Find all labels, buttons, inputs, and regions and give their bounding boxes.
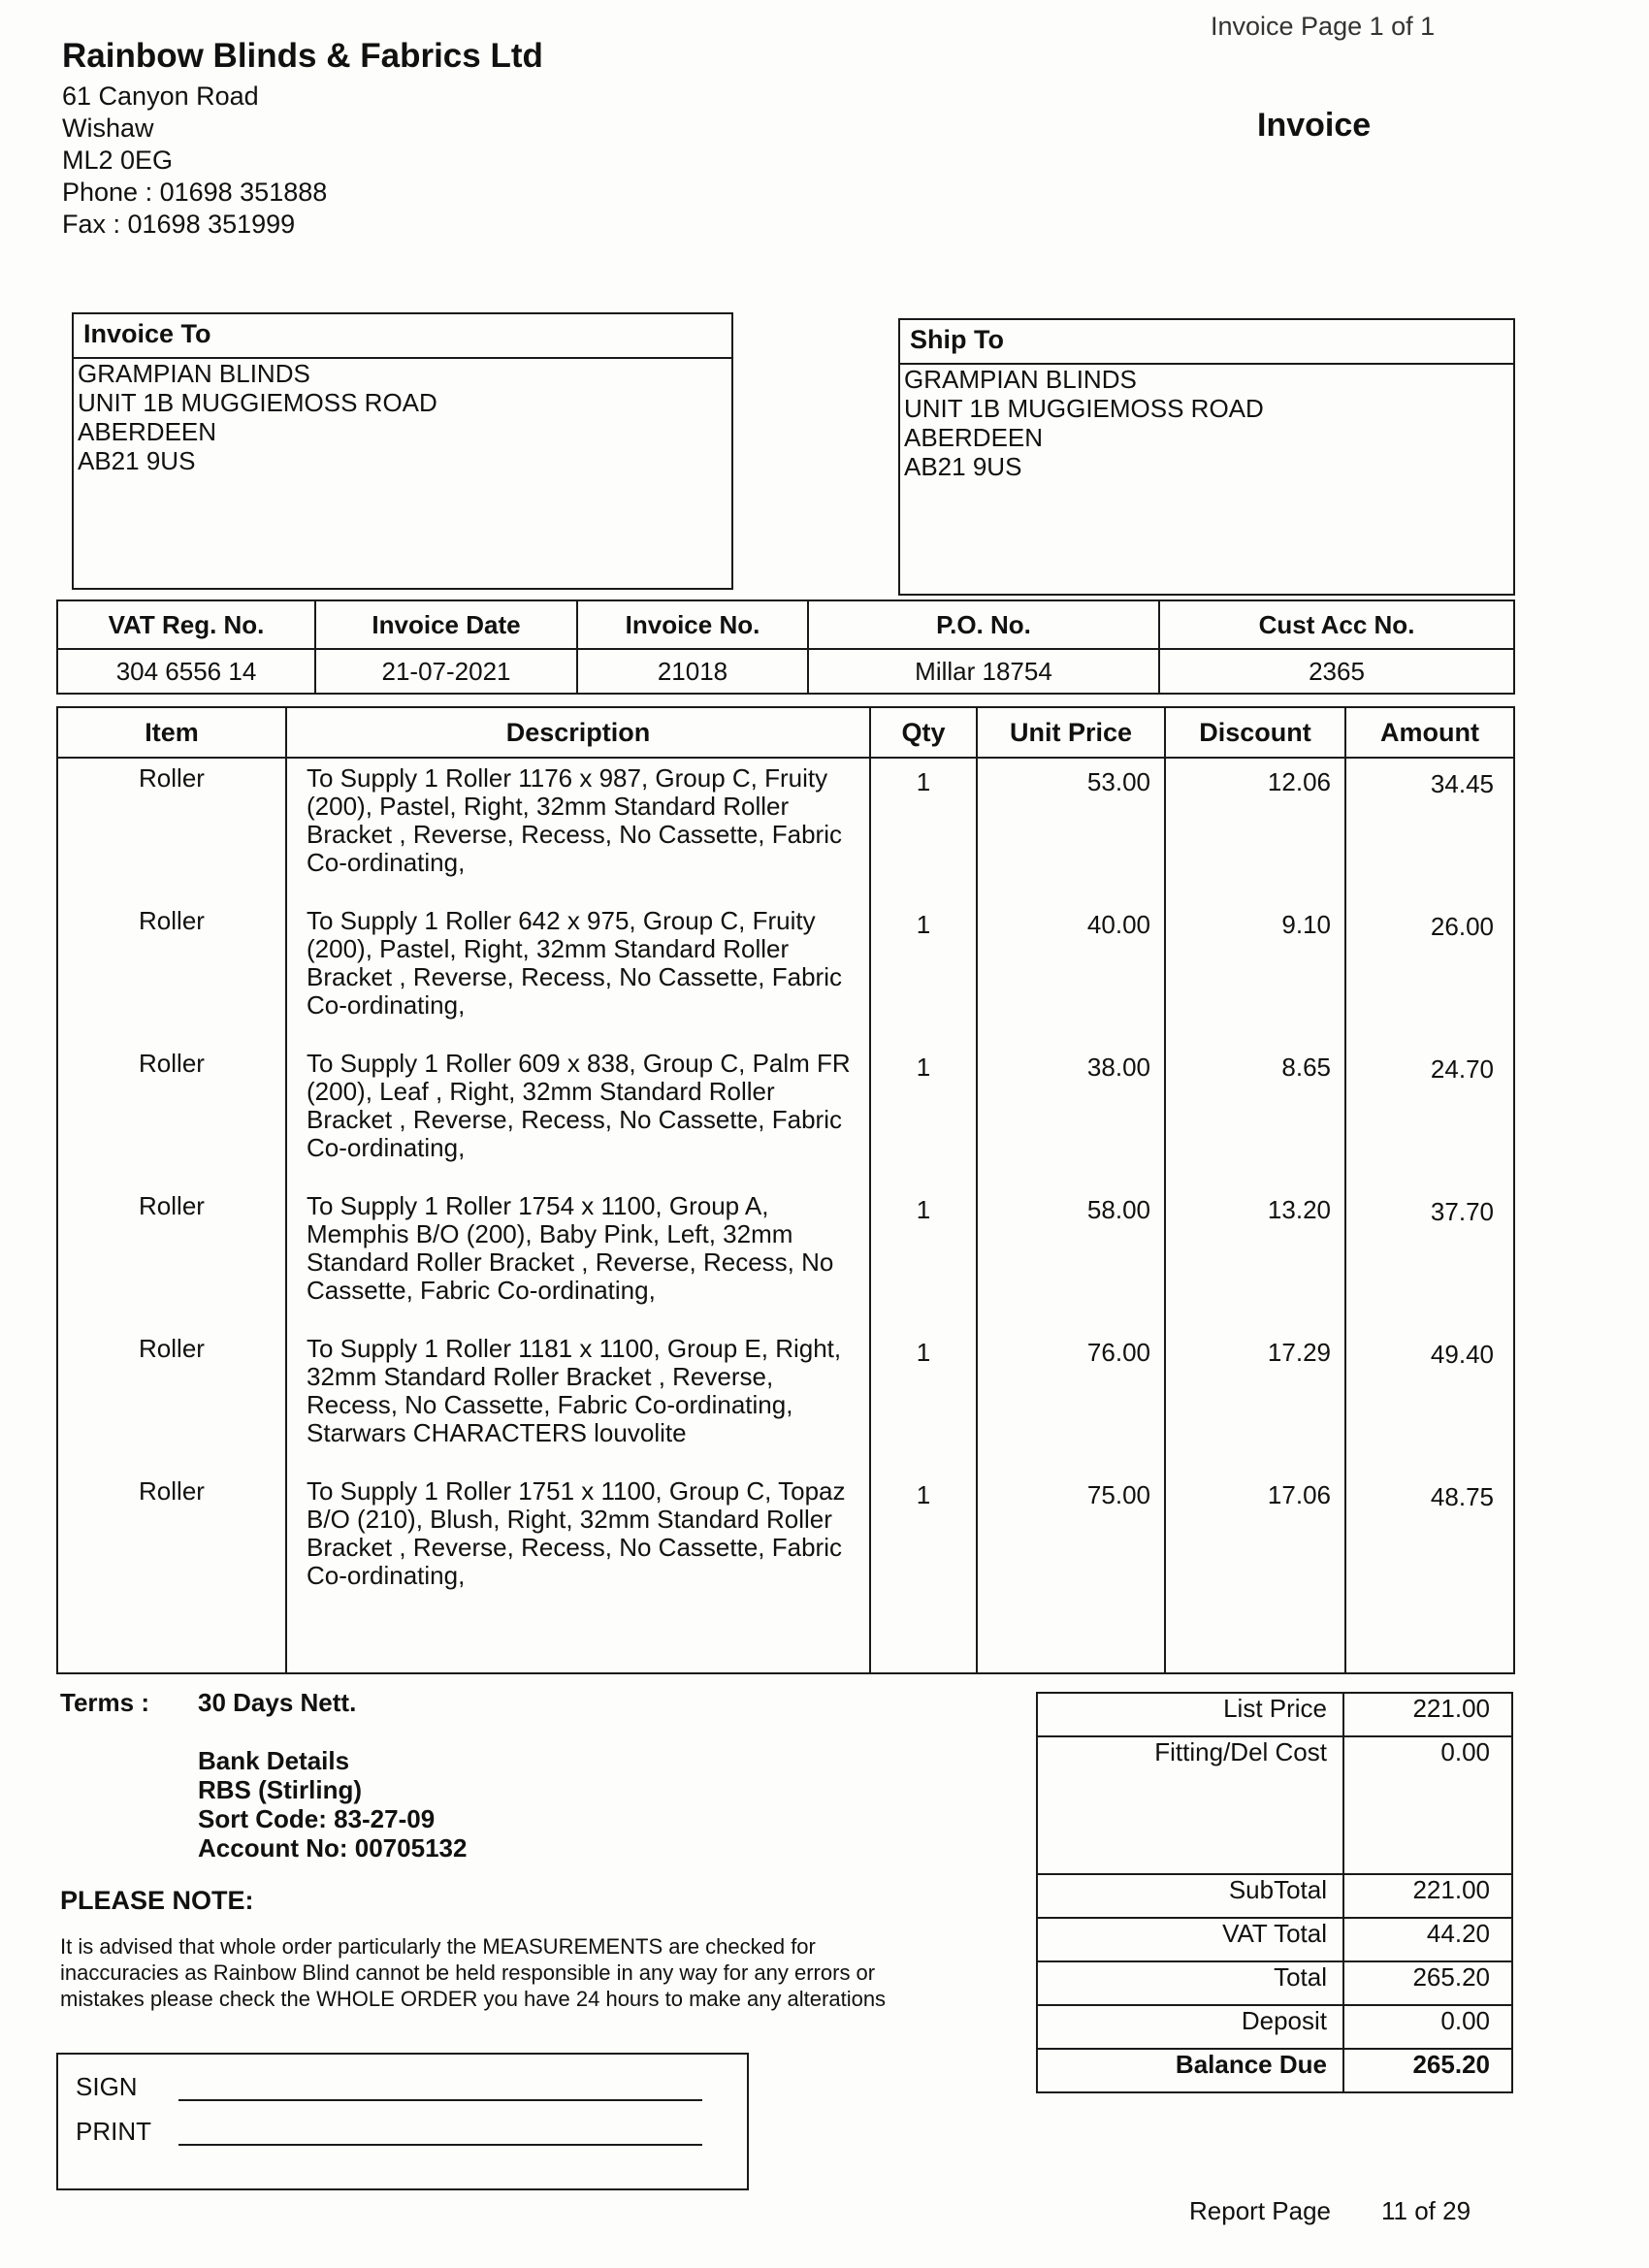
description-column-header: Description [286, 707, 870, 758]
invoice-info-table [56, 599, 1515, 695]
unit-price-cell: 40.00 [977, 901, 1165, 1044]
ship-to-box [898, 318, 1515, 596]
table-row [57, 758, 1514, 901]
deposit-value: 0.00 [1343, 2005, 1512, 2049]
discount-cell: 12.06 [1165, 758, 1345, 901]
invoice-to-line: AB21 9US [78, 446, 196, 475]
invoice-number-header: Invoice No. [577, 600, 808, 649]
unit-price-column-header: Unit Price [977, 707, 1165, 758]
ship-to-line: GRAMPIAN BLINDS [904, 365, 1137, 394]
subtotal-label: SubTotal [1037, 1874, 1343, 1918]
qty-cell: 1 [870, 1044, 977, 1186]
ship-to-heading: Ship To [900, 320, 1513, 365]
list-price-value: 221.00 [1343, 1693, 1512, 1736]
unit-price-cell: 38.00 [977, 1044, 1165, 1186]
note-line: mistakes please check the WHOLE ORDER you have 24 hours to make any alterations [60, 1987, 887, 2011]
table-row [57, 901, 1514, 1044]
ship-to-line: ABERDEEN [904, 423, 1044, 452]
company-address-line: 61 Canyon Road [62, 81, 259, 111]
invoice-to-line: UNIT 1B MUGGIEMOSS ROAD [78, 388, 437, 417]
company-name: Rainbow Blinds & Fabrics Ltd [62, 37, 543, 75]
discount-cell: 9.10 [1165, 901, 1345, 1044]
sign-line[interactable] [178, 2099, 702, 2101]
note-line: inaccuracies as Rainbow Blind cannot be held responsible in any way for any errors or [60, 1960, 876, 1985]
please-note-heading: PLEASE NOTE: [60, 1886, 254, 1915]
invoice-to-heading: Invoice To [74, 314, 731, 359]
sort-code: Sort Code: 83-27-09 [198, 1804, 436, 1833]
amount-cell: 34.45 [1345, 758, 1514, 901]
print-line[interactable] [178, 2144, 702, 2146]
discount-cell: 13.20 [1165, 1186, 1345, 1329]
vat-total-value: 44.20 [1343, 1918, 1512, 1961]
invoice-to-box [72, 312, 733, 590]
ship-to-line: UNIT 1B MUGGIEMOSS ROAD [904, 394, 1264, 423]
company-address-line: Wishaw [62, 113, 154, 143]
amount-cell: 24.70 [1345, 1044, 1514, 1186]
table-row [57, 1472, 1514, 1614]
company-address-line: ML2 0EG [62, 146, 174, 175]
qty-cell: 1 [870, 758, 977, 901]
vat-total-label: VAT Total [1037, 1918, 1343, 1961]
amount-column-header: Amount [1345, 707, 1514, 758]
vat-reg-value: 304 6556 14 [57, 649, 315, 694]
cust-acc-header: Cust Acc No. [1159, 600, 1514, 649]
unit-price-cell: 76.00 [977, 1329, 1165, 1472]
description-cell: To Supply 1 Roller 1751 x 1100, Group C, Topaz B/O (210), Blush, Right, 32mm Standard Roller Bracket , Reverse, Recess, No Cassette, Fabric Co-ordinating, [286, 1472, 870, 1614]
item-cell: Roller [57, 1044, 286, 1186]
item-column-header: Item [57, 707, 286, 758]
invoice-date-value: 21-07-2021 [315, 649, 577, 694]
total-label: Total [1037, 1961, 1343, 2005]
list-price-label: List Price [1037, 1693, 1343, 1736]
qty-column-header: Qty [870, 707, 977, 758]
table-row [57, 1044, 1514, 1186]
bank-details-heading: Bank Details [198, 1746, 350, 1775]
ship-to-line: AB21 9US [904, 452, 1022, 481]
sign-label: SIGN [76, 2072, 138, 2101]
amount-cell: 49.40 [1345, 1329, 1514, 1472]
document-title: Invoice [1257, 107, 1372, 144]
unit-price-cell: 75.00 [977, 1472, 1165, 1614]
unit-price-cell: 58.00 [977, 1186, 1165, 1329]
qty-cell: 1 [870, 1472, 977, 1614]
po-number-header: P.O. No. [808, 600, 1159, 649]
item-cell: Roller [57, 901, 286, 1044]
vat-reg-header: VAT Reg. No. [57, 600, 315, 649]
fitting-cost-value: 0.00 [1343, 1736, 1512, 1874]
table-row [57, 1186, 1514, 1329]
item-cell: Roller [57, 1329, 286, 1472]
invoice-date-header: Invoice Date [315, 600, 577, 649]
description-cell: To Supply 1 Roller 642 x 975, Group C, Fruity (200), Pastel, Right, 32mm Standard Roller Bracket , Reverse, Recess, No Cassette, Fabric Co-ordinating, [286, 901, 870, 1044]
description-cell: To Supply 1 Roller 609 x 838, Group C, Palm FR (200), Leaf , Right, 32mm Standard Roller Bracket , Reverse, Recess, No Cassette, Fabric Co-ordinating, [286, 1044, 870, 1186]
table-filler-row [57, 1614, 1514, 1673]
company-fax: Fax : 01698 351999 [62, 210, 296, 239]
description-cell: To Supply 1 Roller 1181 x 1100, Group E, Right, 32mm Standard Roller Bracket , Reverse, Recess, No Cassette, Fabric Co-ordinating, Starwars CHARACTERS louvolite [286, 1329, 870, 1472]
invoice-to-line: ABERDEEN [78, 417, 217, 446]
discount-cell: 17.06 [1165, 1472, 1345, 1614]
cust-acc-value: 2365 [1159, 649, 1514, 694]
line-items-table [56, 706, 1515, 1674]
subtotal-value: 221.00 [1343, 1874, 1512, 1918]
item-cell: Roller [57, 758, 286, 901]
item-cell: Roller [57, 1186, 286, 1329]
item-cell: Roller [57, 1472, 286, 1614]
po-number-value: Millar 18754 [808, 649, 1159, 694]
print-label: PRINT [76, 2117, 151, 2146]
company-phone: Phone : 01698 351888 [62, 178, 328, 207]
table-row [57, 1329, 1514, 1472]
signature-box [56, 2053, 749, 2190]
discount-cell: 8.65 [1165, 1044, 1345, 1186]
note-line: It is advised that whole order particularly the MEASUREMENTS are checked for [60, 1934, 816, 1959]
amount-cell: 26.00 [1345, 901, 1514, 1044]
terms-value: 30 Days Nett. [198, 1688, 357, 1717]
qty-cell: 1 [870, 901, 977, 1044]
qty-cell: 1 [870, 1329, 977, 1472]
terms-label: Terms : [60, 1688, 149, 1717]
fitting-cost-label: Fitting/Del Cost [1037, 1736, 1343, 1874]
total-value: 265.20 [1343, 1961, 1512, 2005]
description-cell: To Supply 1 Roller 1754 x 1100, Group A, Memphis B/O (200), Baby Pink, Left, 32mm Standard Roller Bracket , Reverse, Recess, No Cassette, Fabric Co-ordinating, [286, 1186, 870, 1329]
unit-price-cell: 53.00 [977, 758, 1165, 901]
amount-cell: 37.70 [1345, 1186, 1514, 1329]
report-page-value: 11 of 29 [1381, 2196, 1471, 2225]
qty-cell: 1 [870, 1186, 977, 1329]
account-number: Account No: 00705132 [198, 1833, 468, 1863]
balance-due-label: Balance Due [1037, 2049, 1343, 2092]
description-cell: To Supply 1 Roller 1176 x 987, Group C, Fruity (200), Pastel, Right, 32mm Standard Roller Bracket , Reverse, Recess, No Cassette, Fabric Co-ordinating, [286, 758, 870, 901]
discount-column-header: Discount [1165, 707, 1345, 758]
report-page-label: Report Page [1189, 2196, 1331, 2225]
invoice-number-value: 21018 [577, 649, 808, 694]
amount-cell: 48.75 [1345, 1472, 1514, 1614]
totals-table [1036, 1692, 1513, 2093]
invoice-to-line: GRAMPIAN BLINDS [78, 359, 310, 388]
balance-due-value: 265.20 [1343, 2049, 1512, 2092]
deposit-label: Deposit [1037, 2005, 1343, 2049]
invoice-page-indicator: Invoice Page 1 of 1 [1211, 12, 1436, 41]
discount-cell: 17.29 [1165, 1329, 1345, 1472]
bank-name: RBS (Stirling) [198, 1775, 362, 1804]
